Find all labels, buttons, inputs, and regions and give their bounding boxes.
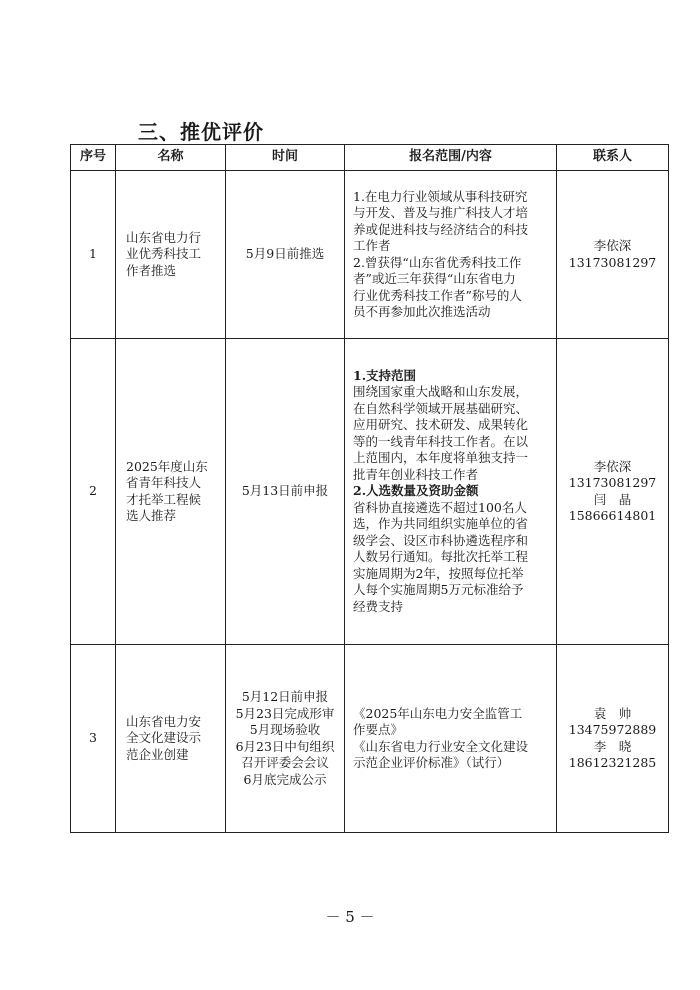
- content-line: 与开发、普及与推广科技人才培: [353, 205, 529, 220]
- table-row: [71, 339, 669, 645]
- time-line: 5月12日前申报: [241, 689, 329, 704]
- content-line: 人数另行通知。每批次托举工程: [353, 549, 529, 565]
- row-contact: [557, 339, 669, 645]
- row-time: [226, 645, 345, 833]
- content-line: 养或促进科技与经济结合的科技: [353, 221, 529, 237]
- content-line: 经费支持: [353, 598, 404, 614]
- page-number: － 5 －: [325, 908, 375, 926]
- content-line: 级学会、设区市科协遴选程序和: [353, 532, 529, 548]
- row-content: [345, 645, 557, 833]
- row-seq: 3: [71, 645, 116, 833]
- section-title: 三、推优评价: [138, 120, 264, 144]
- row-time: [226, 339, 345, 645]
- header-time: 时间: [226, 145, 345, 171]
- header-content: 报名范围/内容: [345, 145, 557, 171]
- content-line: 人每个实施周期5万元标准给予: [353, 582, 524, 598]
- table-header-row: [71, 145, 669, 171]
- content-line: 批青年创业科技工作者: [353, 466, 479, 482]
- row-name: [116, 171, 226, 339]
- contact-line: 13475972889: [568, 722, 657, 737]
- time-line: 6月23日中旬组织: [235, 738, 335, 754]
- content-line: 上范围内，本年度将单独支持一: [353, 450, 529, 466]
- content-line: 等的一线青年科技工作者。在以: [353, 433, 529, 449]
- table-row: [71, 171, 669, 339]
- content-line: 省科协直接遴选不超过100名人: [353, 499, 527, 515]
- name-line: 全文化建设示: [126, 730, 202, 746]
- content-line: 作要点》: [353, 722, 404, 737]
- row-seq: 2: [71, 339, 116, 645]
- content-line: 2.人选数量及资助金额: [353, 483, 479, 499]
- time-line: 5月23日完成形审: [235, 705, 335, 721]
- row-contact: [557, 171, 669, 339]
- row-name: [116, 645, 226, 833]
- name-line: 选人推荐: [126, 508, 177, 523]
- name-line: 2025年度山东: [126, 458, 208, 474]
- name-line: 作者推选: [126, 262, 177, 278]
- content-line: 《山东省电力行业安全文化建设: [353, 738, 529, 754]
- contact-line: 李依深: [593, 238, 632, 253]
- name-line: 山东省电力安: [126, 713, 202, 729]
- header-name: 名称: [116, 145, 226, 171]
- contact-line: 李 晓: [593, 738, 632, 754]
- table-row: [71, 645, 669, 833]
- contact-line: 18612321285: [568, 755, 657, 770]
- row-time: [226, 171, 345, 339]
- content-line: 2.曾获得“山东省优秀科技工作: [353, 254, 522, 270]
- name-line: 省青年科技人: [126, 475, 202, 490]
- content-line: 应用研究、技术研发、成果转化: [353, 417, 529, 433]
- header-contact: 联系人: [557, 145, 669, 171]
- contact-line: 李依深: [593, 458, 632, 474]
- row-seq: 1: [71, 171, 116, 339]
- content-line: 者”或近三年获得“山东省电力: [353, 271, 516, 286]
- row-content: [345, 171, 557, 339]
- content-line: 行业优秀科技工作者”称号的人: [353, 287, 522, 303]
- recommendation-table: [70, 144, 669, 833]
- content-line: 在自然科学领域开展基础研究、: [353, 400, 529, 416]
- content-line: 围绕国家重大战略和山东发展，: [353, 384, 529, 400]
- time-line: 5月现场验收: [249, 722, 321, 737]
- time-line: 6月底完成公示: [243, 771, 327, 787]
- time-line: 召开评委会会议: [241, 755, 329, 770]
- contact-line: 闫 晶: [593, 491, 632, 507]
- row-content: [345, 339, 557, 645]
- name-line: 山东省电力行: [126, 229, 202, 245]
- contact-line: 15866614801: [568, 508, 657, 523]
- time-line: 5月13日前申报: [241, 483, 329, 499]
- header-seq: 序号: [71, 145, 116, 171]
- name-line: 业优秀科技工: [126, 246, 202, 262]
- name-line: 才托举工程候: [126, 491, 202, 507]
- content-line: 《2025年山东电力安全监管工: [353, 705, 523, 721]
- content-line: 工作者: [353, 238, 391, 253]
- contact-line: 13173081297: [568, 254, 657, 270]
- name-line: 范企业创建: [126, 746, 189, 762]
- content-line: 示范企业评价标准》（试行）: [353, 755, 510, 770]
- contact-line: 袁 帅: [593, 705, 632, 721]
- row-name: [116, 339, 226, 645]
- content-line: 1.支持范围: [353, 367, 417, 383]
- content-line: 员不再参加此次推选活动: [353, 304, 491, 319]
- content-line: 1.在电力行业领域从事科技研究: [353, 188, 528, 204]
- time-line: 5月9日前推选: [245, 246, 325, 262]
- contact-line: 13173081297: [568, 475, 657, 490]
- content-line: 选，作为共同组织实施单位的省: [353, 516, 529, 532]
- content-line: 实施周期为2年，按照每位托举: [353, 565, 524, 581]
- row-contact: [557, 645, 669, 833]
